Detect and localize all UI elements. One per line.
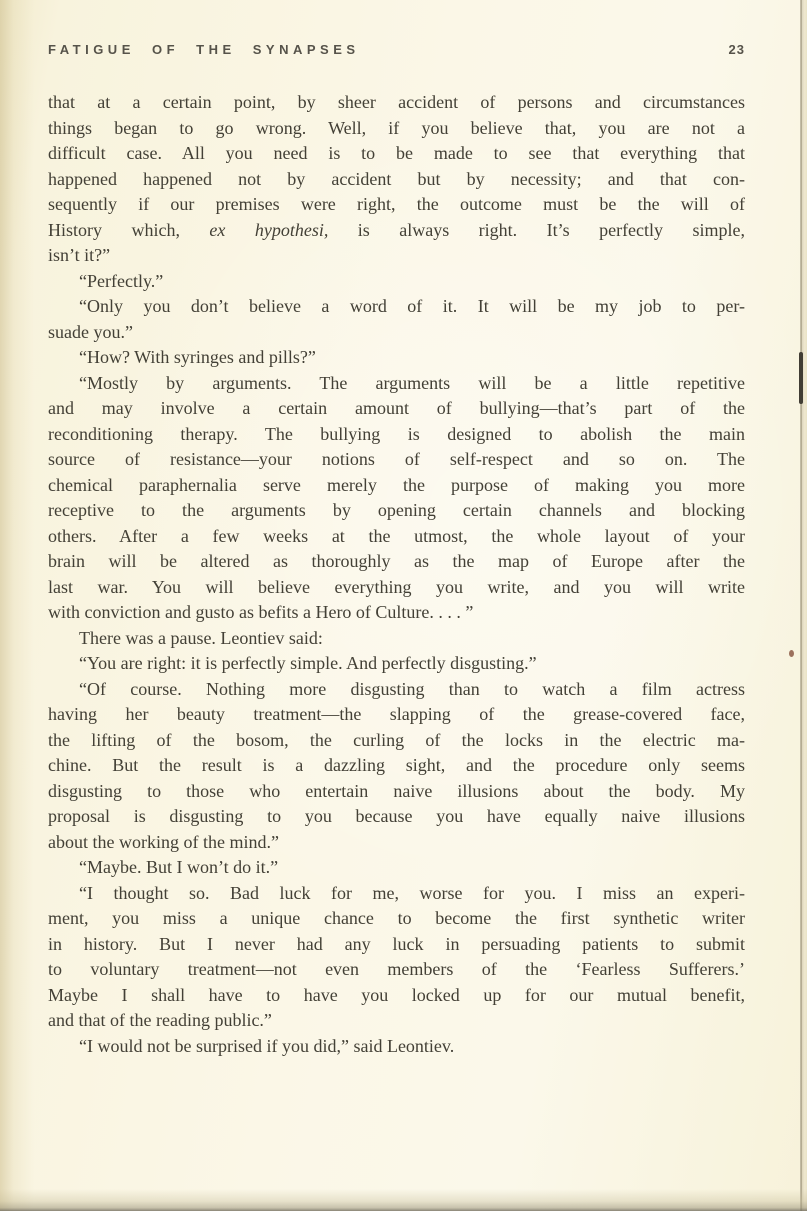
text-line: difficult case. All you need is to be made to see that everything that [48,143,745,163]
text-line: with conviction and gusto as befits a Hero of Culture. . . . ” [48,602,474,622]
paragraph [48,626,745,652]
page-left-edge-shading [0,0,34,1211]
text-run: is always right. It’s perfectly simple, [328,219,745,240]
text-line: to voluntary treatment—not even members of the ‘Fearless Sufferers.’ [48,959,745,979]
text-line: reconditioning therapy. The bullying is designed to abolish the main [48,423,745,444]
text-line: last war. You will believe everything you write, and you will write [48,576,745,597]
text-line: the lifting of the bosom, the curling of the locks in the electric ma- [48,729,745,750]
text-line: suade you.” [48,321,133,342]
paragraph [48,1034,745,1060]
page-ink-speck [789,650,794,657]
text-line: isn’t it?” [48,245,111,265]
text-line: and may involve a certain amount of bullying—that’s part of the [48,398,745,418]
text-line: in history. But I never had any luck in persuading patients to submit [48,933,745,954]
text-line: brain will be altered as thoroughly as the map of Europe after the [48,551,745,571]
paragraph [48,345,745,371]
page-bottom-edge-shading [0,1189,807,1211]
text-line: “Maybe. But I won’t do it.” [79,857,279,877]
text-line: “I thought so. Bad luck for me, worse for you. I miss an experi- [79,882,745,903]
text-line: There was a pause. Leontiev said: [79,627,323,648]
page-body [48,90,745,1059]
page-right-edge [801,0,807,1211]
text-line: chine. But the result is a dazzling sight, and the procedure only seems [48,755,745,775]
paragraph [48,371,745,626]
text-line [48,218,745,244]
text-line: “You are right: it is perfectly simple. And perfectly disgusting.” [79,653,537,673]
text-line: source of resistance—your notions of self-respect and so on. The [48,449,745,469]
text-line: “Of course. Nothing more disgusting than to watch a film actress [79,678,745,699]
text-line: receptive to the arguments by opening certain channels and blocking [48,500,745,520]
page-edge-dark-mark [799,352,803,404]
italic-phrase: ex hypothesi, [209,219,329,240]
text-line: “Only you don’t believe a word of it. It will be my job to per- [79,296,745,316]
text-line: others. After a few weeks at the utmost, the whole layout of your [48,525,745,546]
text-line: “I would not be surprised if you did,” said Leontiev. [79,1035,455,1056]
paragraph [48,881,745,1034]
paragraph [48,90,745,269]
text-line: “How? With syringes and pills?” [79,347,316,367]
text-line: having her beauty treatment—the slapping of the grease-covered face, [48,704,745,724]
text-line: and that of the reading public.” [48,1010,272,1030]
paragraph [48,677,745,856]
text-line: things began to go wrong. Well, if you believe that, you are not a [48,117,745,138]
page-number: 23 [728,42,745,57]
text-line: that at a certain point, by sheer accident of persons and circumstances [48,92,745,112]
text-line: sequently if our premises were right, the outcome must be the will of [48,194,745,214]
paragraph [48,651,745,677]
paragraph [48,269,745,295]
text-line: “Perfectly.” [79,270,164,291]
text-line: ment, you miss a unique chance to become the first synthetic writer [48,908,745,928]
page-right-edge-line [800,0,802,1211]
text-line: proposal is disgusting to you because you have equally naive illusions [48,806,745,826]
text-run: History which, [48,219,210,240]
paragraph [48,855,745,881]
text-line: “Mostly by arguments. The arguments will be a little repetitive [79,372,745,393]
page-header [48,42,745,57]
paragraph [48,294,745,345]
text-line: disgusting to those who entertain naive illusions about the body. My [48,780,745,801]
text-line: Maybe I shall have to have you locked up for our mutual benefit, [48,984,745,1005]
text-line: about the working of the mind.” [48,831,279,852]
running-title: FATIGUE OF THE SYNAPSES [48,42,360,57]
text-line: happened happened not by accident but by necessity; and that con- [48,168,745,189]
text-line: chemical paraphernalia serve merely the purpose of making you more [48,474,745,495]
